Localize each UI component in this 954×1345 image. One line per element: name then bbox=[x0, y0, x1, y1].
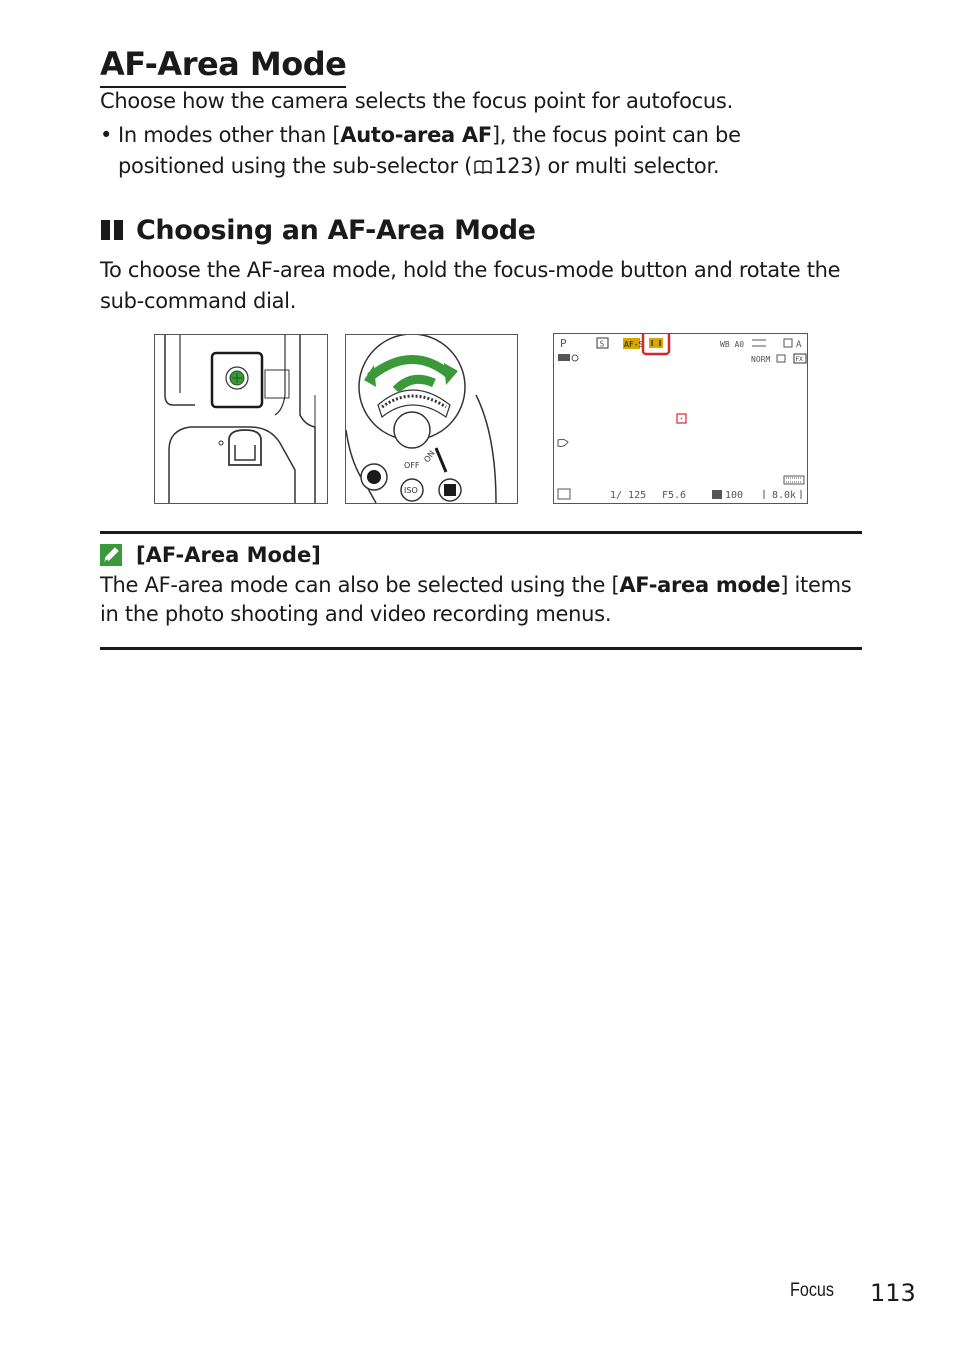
note-body: The AF-area mode can also be selected using the [AF-area mode] items in the photo shooting and video recording menus. bbox=[100, 573, 852, 626]
camera-button-illustration bbox=[154, 334, 328, 504]
dial-off-label: OFF bbox=[404, 461, 420, 470]
bullet-item bbox=[100, 120, 800, 182]
lcd-release-mode: S bbox=[599, 339, 605, 349]
book-reference-icon bbox=[474, 152, 492, 166]
note-top-rule bbox=[100, 531, 862, 534]
sub-command-dial-illustration bbox=[345, 334, 518, 504]
bullet-text: In modes other than [Auto-area AF], the focus point can be positioned using the sub-selector ( 123) or multi selector. bbox=[118, 123, 741, 178]
lcd-picture-control: A bbox=[796, 340, 802, 350]
lcd-aperture: F5.6 bbox=[662, 490, 687, 501]
lcd-focus-mode: AF-S bbox=[624, 340, 644, 349]
lcd-frames-remaining: 8.0k bbox=[772, 490, 797, 501]
lcd-image-area: FX bbox=[795, 356, 803, 363]
section-marker-icon bbox=[100, 213, 124, 235]
page-reference-link[interactable]: 123 bbox=[494, 154, 534, 178]
lcd-iso: 100 bbox=[725, 490, 744, 501]
lcd-display-illustration bbox=[553, 333, 808, 504]
lcd-image-quality: NORM bbox=[751, 355, 771, 364]
lcd-shutter-speed: 1/ 125 bbox=[610, 490, 647, 501]
dial-on-label: ON bbox=[422, 448, 437, 465]
iso-button-label: ISO bbox=[404, 486, 418, 495]
lcd-mode: P bbox=[560, 337, 567, 350]
page-number: 113 bbox=[870, 1279, 916, 1307]
pencil-note-icon bbox=[100, 544, 122, 566]
intro-text: Choose how the camera selects the focus point for autofocus. bbox=[100, 89, 733, 113]
page-title: AF-Area Mode bbox=[100, 42, 346, 88]
section-heading: Choosing an AF-Area Mode bbox=[100, 211, 536, 251]
lcd-white-balance: WB A0 bbox=[720, 340, 745, 349]
footer-section-name: Focus bbox=[790, 1280, 834, 1301]
note-bottom-rule bbox=[100, 647, 862, 650]
section-body: To choose the AF-area mode, hold the focus-mode button and rotate the sub-command dial. bbox=[100, 258, 841, 313]
note-heading: [AF-Area Mode] bbox=[100, 540, 321, 570]
bullet-dot: • bbox=[100, 123, 113, 147]
